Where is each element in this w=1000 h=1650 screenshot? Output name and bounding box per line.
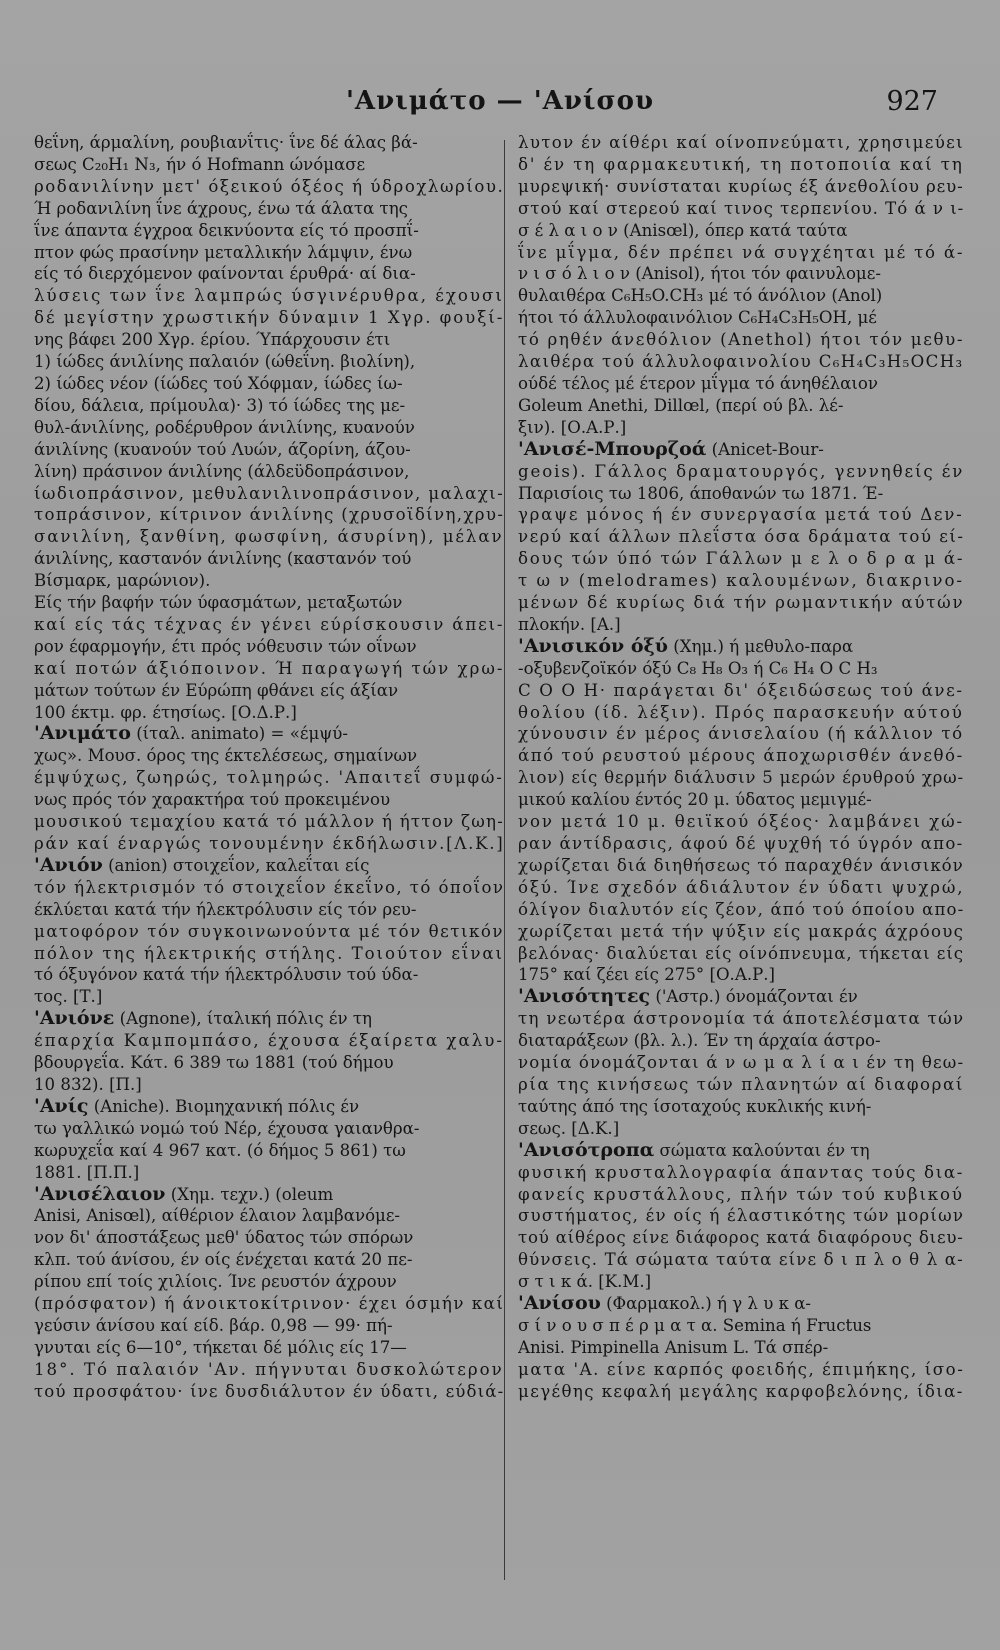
line-text: έπαρχία Καμπομπάσο, έχουσα έξαίρετα χαλυ-	[34, 1031, 504, 1051]
text-line	[518, 1118, 964, 1140]
text-line	[34, 417, 504, 439]
line-text: πλοκήν. [Α.]	[518, 614, 621, 634]
text-line	[34, 723, 504, 745]
line-text: ΐνε μΐγμα, δέν πρέπει νά συγχέηται μέ τό ά-	[518, 242, 964, 262]
text-line	[518, 263, 964, 285]
text-line	[518, 1205, 964, 1227]
line-text: καί είς τάς τέχνας έν γένει εύρίσκουσιν άπει-	[34, 614, 504, 634]
text-line	[518, 614, 964, 636]
line-text: ΐνε άπαντα έγχροα δεικνύοντα είς τό προσπΐ-	[34, 220, 419, 240]
line-text: μένων δέ κυρίως διά τήν ρωμαντικήν αύτών	[518, 593, 964, 613]
line-text: ('Αστρ.) όνομάζονται έν	[650, 987, 858, 1007]
text-line	[518, 1162, 964, 1184]
line-text: μάτων τούτων έν Εύρώπη φθάνει είς άξίαν	[34, 680, 399, 700]
text-line	[34, 373, 504, 395]
text-line	[518, 1337, 964, 1359]
text-line	[34, 1162, 504, 1184]
line-text: θεΐνη, άρμαλίνη, ρουβιανΐτις· ΐνε δέ άλας βά-	[34, 133, 418, 152]
line-text: -οξυβενζοϊκόν όξύ C₈ H₈ O₃ ή C₆ H₄ O C H₃	[518, 658, 878, 678]
line-text: μικού καλίου έντός 20 μ. ύδατος μεμιγμέ-	[518, 790, 872, 810]
text-line	[34, 811, 504, 833]
entry-headword: 'Ανισικόν όξύ	[518, 634, 668, 657]
text-line	[518, 1096, 964, 1118]
line-text: (Χημ. τεχν.) (oleum	[165, 1184, 334, 1204]
text-line	[518, 1359, 964, 1381]
line-text: ρίπου επί τοίς χιλίοις. Ίνε ρευστόν άχρουν	[34, 1272, 397, 1292]
text-line	[34, 329, 504, 351]
line-text: λαιθέρα τού άλλυλοφαινολίου C₆H₄C₃H₅OCH₃	[518, 352, 964, 372]
text-line	[518, 307, 964, 329]
text-line	[34, 1249, 504, 1271]
line-text: λιον) είς θερμήν διάλυσιν 5 μερών έρυθρού χρω-	[518, 768, 964, 788]
line-text: μουσικού τεμαχίου κατά τό μάλλον ή ήττον ζωη-	[34, 812, 504, 832]
text-line	[518, 592, 964, 614]
line-text: βδουργεΐα. Κάτ. 6 389 τω 1881 (τού δήμου	[34, 1053, 394, 1073]
text-line	[518, 548, 964, 570]
line-text: ματα 'Α. είνε καρπός φοειδής, έπιμήκης, ίσο-	[518, 1359, 964, 1379]
text-line	[518, 132, 964, 154]
line-text: (Φαρμακολ.) ή γ λ υ κ α-	[600, 1294, 812, 1314]
entry-headword: 'Ανισότροπα	[518, 1138, 655, 1161]
line-text: ραν άντίδρασις, άφού δέ ψυχθή τό ύγρόν απο-	[518, 834, 964, 853]
text-line	[518, 1052, 964, 1074]
line-text: νον μετά 10 μ. θειϊκού όξέος· λαμβάνει χώ-	[518, 812, 964, 832]
line-text: άνιλίνης, καστανόν άνιλίνης (καστανόν τού	[34, 549, 412, 569]
line-text: τό όξυγόνον κατά τήν ήλεκτρόλυσιν τού ύδα-	[34, 965, 419, 985]
line-text: δίου, δάλεια, πρίμουλα)· 3) τό ίώδες της με-	[34, 395, 406, 415]
text-line	[34, 1096, 504, 1118]
text-line	[518, 943, 964, 965]
line-text: Ή ροδανιλίνη ΐνε άχρους, ένω τά άλατα της	[34, 198, 408, 218]
entry-headword: 'Ανισέλαιον	[34, 1182, 166, 1205]
line-text: τού προσφάτου· ίνε δυσδιάλυτον έν ύδατι, εύδιά-	[34, 1381, 504, 1401]
line-text: τος. [Τ.]	[34, 987, 103, 1007]
text-line	[34, 307, 504, 329]
text-line	[34, 1030, 504, 1052]
line-text: Goleum Anethi, Dillœl, (περί ού βλ. λέ-	[518, 395, 844, 415]
text-line	[518, 439, 964, 461]
line-text: ράν καί έναργώς τονουμένην έκδήλωσιν.[Λ.Κ.]	[34, 834, 504, 853]
text-line	[34, 285, 504, 307]
line-text: 10 832). [Π.]	[34, 1074, 142, 1094]
text-line	[34, 855, 504, 877]
line-text: νομία όνομάζονται ά ν ω μ α λ ί α ι έν τη θεω-	[518, 1053, 964, 1073]
text-line	[34, 1140, 504, 1162]
text-line	[518, 745, 964, 767]
text-line	[34, 1205, 504, 1227]
line-text: χωρίζεται διά διηθήσεως τό παραχθέν άνισικόν	[518, 855, 964, 875]
text-line	[518, 1293, 964, 1315]
text-line	[34, 1359, 504, 1381]
text-line	[518, 855, 964, 877]
text-line	[518, 483, 964, 505]
text-line	[34, 1381, 504, 1403]
entry-headword: 'Ανισέ-Μπουρζοά	[518, 437, 707, 460]
text-line	[34, 1271, 504, 1293]
line-text: σεως C₂₀H₁ N₃, ήν ό Hofmann ώνόμασε	[34, 154, 366, 174]
text-line	[518, 833, 964, 855]
text-line	[518, 1184, 964, 1206]
line-text: σώματα καλούνται έν τη	[654, 1140, 870, 1160]
text-line	[34, 964, 504, 986]
line-text: φανείς κρυστάλλους, πλήν τών τού κυβικού	[518, 1184, 964, 1204]
line-text: ταύτης άπό της ίσοταχούς κυκλικής κινή-	[518, 1096, 872, 1116]
text-line	[518, 658, 964, 680]
text-line	[518, 964, 964, 986]
text-line	[34, 702, 504, 724]
line-text: συστήματος, έν οίς ή έλαστικότης τών μορίων	[518, 1206, 964, 1226]
line-text: νερύ καί άλλων πλεΐστα όσα δράματα τού εί-	[518, 527, 964, 547]
line-text: Είς τήν βαφήν τών ύφασμάτων, μεταξωτών	[34, 593, 403, 613]
line-text: καί ποτών άξιόποινον. Ή παραγωγή τών χρω-	[34, 658, 504, 678]
line-text: τού αίθέρος είνε διάφορος κατά διαφόρους διευ-	[518, 1228, 964, 1248]
text-line	[34, 395, 504, 417]
text-line	[518, 1008, 964, 1030]
line-text: 1) ίώδες άνιλίνης παλαιόν (ώθεΐνη. βιολίνη),	[34, 352, 416, 372]
line-text: (Aniche). Βιομηχανική πόλις έν	[88, 1096, 360, 1116]
line-text: ρία της κινήσεως τών πλανητών αί διαφοραί	[518, 1074, 964, 1094]
line-text: ήτοι τό άλλυλοφαινόλιον C₆H₄C₃H₅OH, μέ	[518, 308, 877, 328]
text-line	[518, 1315, 964, 1337]
text-line	[518, 220, 964, 242]
line-text: λυτον έν αίθέρι καί οίνοπνεύματι, χρησιμεύει	[518, 133, 964, 152]
line-text: ματοφόρον τόν συγκοινωνούντα μέ τόν θετικόν	[34, 921, 504, 941]
text-line	[34, 833, 504, 855]
line-text: νως πρός τόν χαρακτήρα τού προκειμένου	[34, 790, 391, 810]
line-text: 2) ίώδες νέον (ίώδες τού Χόφμαν, ίώδες ίω-	[34, 373, 403, 393]
text-line	[518, 899, 964, 921]
line-text: σ ί ν ο υ σ π έ ρ μ α τ α. Semina ή Fructus	[518, 1315, 872, 1335]
text-line	[518, 395, 964, 417]
line-text: λύσεις των ΐνε λαμπρώς ύσγινέρυθρα, έχουσι	[34, 286, 504, 306]
line-text: Anisi, Anisœl), αίθέριον έλαιον λαμβανόμε-	[34, 1206, 401, 1226]
text-line	[518, 636, 964, 658]
text-line	[518, 373, 964, 395]
line-text: δ' έν τη φαρμακευτική, τη ποτοποιία καί τη	[518, 154, 964, 174]
text-line	[518, 680, 964, 702]
line-text: σ έ λ α ι ο ν (Anisœl), όπερ κατά ταύτα	[518, 220, 848, 240]
line-text: χύνουσιν έν μέρος άνισελαίου (ή κάλλιον τό	[518, 724, 964, 744]
entry-headword: 'Ανιμάτο	[34, 722, 131, 745]
line-text: 100 έκτμ. φρ. έτησίως. [Ο.Δ.Ρ.]	[34, 702, 297, 722]
line-text: μυρεψική· συνίσταται κυρίως έξ άνεθολίου ρευ-	[518, 176, 964, 196]
running-header	[0, 86, 1000, 126]
text-line	[518, 1140, 964, 1162]
line-text: (Χημ.) ή μεθυλο-παρα	[667, 636, 854, 656]
text-line	[518, 811, 964, 833]
text-line	[34, 570, 504, 592]
text-line	[518, 767, 964, 789]
line-text: geois). Γάλλος δραματουργός, γεννηθείς έν	[518, 461, 964, 481]
line-text: όλίγον διαλυτόν είς ζέον, άπό τού όποίου απο-	[518, 899, 964, 919]
text-line	[34, 614, 504, 636]
line-text: νον δι' άποστάξεως μεθ' ύδατος τών σπόρων	[34, 1228, 414, 1248]
text-line	[518, 417, 964, 439]
right-column	[518, 132, 964, 1602]
text-line	[518, 351, 964, 373]
text-line	[518, 1381, 964, 1403]
text-line	[34, 877, 504, 899]
text-line	[34, 767, 504, 789]
line-text: σ τ ι κ ά. [Κ.Μ.]	[518, 1272, 652, 1292]
left-column	[34, 132, 504, 1602]
line-text: ίωδιοπράσινον, μεθυλανιλινοπράσινον, μαλαχι-	[34, 483, 504, 503]
line-text: πόλον της ήλεκτρικής στήλης. Τοιούτον εΐναι	[34, 943, 504, 963]
line-text: δους τών ύπό τών Γάλλων μ ε λ ο δ ρ α μ ά-	[518, 549, 964, 569]
text-line	[34, 439, 504, 461]
line-text: ροδανιλίνην μετ' όξεικού όξέος ή ύδροχλωρίου.	[34, 176, 504, 196]
text-line	[518, 789, 964, 811]
text-line	[518, 154, 964, 176]
line-text: έκλύεται κατά τήν ήλεκτρόλυσιν είς τόν ρευ-	[34, 899, 417, 919]
text-line	[34, 1227, 504, 1249]
text-line	[34, 351, 504, 373]
text-line	[34, 1293, 504, 1315]
text-line	[518, 461, 964, 483]
line-text: άπό τού ρευστού μέρους άποχωρισθέν άνεθό-	[518, 746, 964, 766]
text-line	[34, 132, 504, 154]
line-text: μεγέθης κεφαλή μεγάλης καρφοβελόνης, ίδια-	[518, 1381, 964, 1401]
line-text: τό ρηθέν άνεθόλιον (Anethol) ήτοι τόν μεθυ-	[518, 330, 964, 350]
line-text: θυλ-άνιλίνης, ροδέρυθρον άνιλίνης, κυανούν	[34, 417, 415, 437]
line-text: ξιν). [Ο.Α.Ρ.]	[518, 417, 627, 437]
line-text: έμψύχως, ζωηρώς, τολμηρώς. 'Απαιτεΐ συμφώ-	[34, 768, 504, 788]
line-text: θύνσεις. Τά σώματα ταύτα είνε δ ι π λ ο θ λ α-	[518, 1250, 964, 1270]
line-text: (Anicet-Bour-	[706, 439, 824, 459]
line-text: σανιλίνη, ξανθίνη, φωσφίνη, άσυρίνη), μέλαν	[34, 527, 504, 547]
text-line	[518, 877, 964, 899]
text-line	[518, 329, 964, 351]
entry-headword: 'Ανιόν	[34, 853, 103, 876]
line-text: ν ι σ ό λ ι ο ν (Anisol), ήτοι τόν φαινυλομε-	[518, 264, 881, 284]
text-line	[34, 921, 504, 943]
line-text: σεως. [Δ.Κ.]	[518, 1118, 620, 1138]
line-text: γεύσιν άνίσου καί είδ. βάρ. 0,98 — 99· πή-	[34, 1315, 393, 1335]
line-text: C O O H· παράγεται δι' όξειδώσεως τού άνε-	[518, 680, 964, 700]
text-line	[518, 1271, 964, 1293]
line-text: λίνη) πράσινον άνιλίνης (άλδεϋδοπράσινον,	[34, 461, 410, 481]
text-line	[34, 658, 504, 680]
text-line	[34, 1118, 504, 1140]
page-title: 'Ανιμάτο — 'Ανίσου	[345, 86, 655, 116]
line-text: (ίταλ. animato) = «έμψύ-	[130, 724, 348, 744]
line-text: είς τό διερχόμενον φαίνονται έρυθρά· αί δια-	[34, 264, 416, 284]
text-line	[34, 745, 504, 767]
line-text: θολίου (ίδ. λέξιν). Πρός παρασκευήν αύτού	[518, 702, 964, 722]
text-line	[518, 1074, 964, 1096]
line-text: 18°. Τό παλαιόν 'Αν. πήγνυται δυσκολώτερον	[34, 1359, 504, 1379]
line-text: ρον έφαρμογήν, έτι πρός νόθευσιν τών οΐνων	[34, 636, 417, 656]
text-line	[34, 263, 504, 285]
text-line	[518, 723, 964, 745]
line-text: όξύ. Ίνε σχεδόν άδιάλυτον έν ύδατι ψυχρώ,	[518, 877, 964, 897]
text-line	[34, 680, 504, 702]
text-line	[34, 461, 504, 483]
column-divider	[504, 140, 505, 1580]
line-text: γραψε μόνος ή έν συνεργασία μετά τού Δεν-	[518, 505, 964, 525]
line-text: διαταράξεων (βλ. λ.). Έν τη άρχαία άστρο-	[518, 1031, 881, 1051]
line-text: Παρισίοις τω 1806, άποθανών τω 1871. Έ-	[518, 483, 884, 503]
text-line	[34, 504, 504, 526]
line-text: Anisi. Pimpinella Anisum L. Τά σπέρ-	[518, 1337, 829, 1357]
line-text: δέ μεγίστην χρωστικήν δύναμιν 1 Χγρ. φουξί-	[34, 308, 504, 328]
line-text: νης βάφει 200 Χγρ. έρίου. Ύπάρχουσιν έτι	[34, 330, 391, 350]
entry-headword: 'Ανίσου	[518, 1292, 601, 1315]
line-text: χως». Μουσ. όρος της έκτελέσεως, σημαίνων	[34, 746, 418, 766]
line-text: κωρυχεΐα καί 4 967 κατ. (ό δήμος 5 861) τω	[34, 1140, 406, 1160]
line-text: τόν ήλεκτρισμόν τό στοιχεΐον έκεΐνο, τό όποΐον	[34, 877, 504, 897]
text-line	[518, 176, 964, 198]
line-text: χωρίζεται μετά τήν ψύξιν είς μακράς άχρόους	[518, 921, 964, 941]
line-text: πτον φώς πρασίνην μεταλλικήν λάμψιν, ένω	[34, 242, 413, 262]
line-text: (πρόσφατον) ή άνοικτοκίτρινον· έχει όσμήν καί	[34, 1294, 504, 1314]
line-text: 175° καί ζέει είς 275° [Ο.Α.Ρ.]	[518, 965, 776, 985]
text-line	[518, 570, 964, 592]
text-line	[518, 1227, 964, 1249]
text-line	[34, 789, 504, 811]
text-line	[34, 548, 504, 570]
text-line	[518, 242, 964, 264]
line-text: 1881. [Π.Π.]	[34, 1162, 140, 1182]
text-line	[518, 986, 964, 1008]
line-text: βελόνας· διαλύεται είς οίνόπνευμα, τήκεται είς	[518, 943, 964, 963]
text-line	[34, 154, 504, 176]
line-text: γνυται είς 6—10°, τήκεται δέ μόλις είς 17—	[34, 1337, 407, 1357]
text-line	[34, 483, 504, 505]
line-text: τω γαλλικώ νομώ τού Νέρ, έχουσα γαιανθρα-	[34, 1118, 420, 1138]
text-line	[518, 921, 964, 943]
text-line	[518, 198, 964, 220]
line-text: ούδέ τέλος μέ έτερον μΐγμα τό άνηθέλαιον	[518, 373, 878, 393]
text-line	[34, 986, 504, 1008]
text-line	[34, 592, 504, 614]
text-line	[34, 198, 504, 220]
line-text: κλπ. τού άνίσου, έν οίς ένέχεται κατά 20 πε-	[34, 1250, 413, 1270]
line-text: (Agnone), ίταλική πόλις έν τη	[114, 1009, 372, 1029]
text-line	[34, 1337, 504, 1359]
page-number: 927	[886, 86, 938, 117]
text-line	[34, 1074, 504, 1096]
text-line	[34, 242, 504, 264]
line-text: τ ω ν (melodrames) καλουμένων, διακρινο-	[518, 571, 964, 591]
line-text: (anion) στοιχεΐον, καλεΐται είς	[102, 855, 370, 875]
text-line	[518, 1030, 964, 1052]
text-line	[34, 176, 504, 198]
line-text: τη νεωτέρα άστρονομία τά άποτελέσματα τών	[518, 1009, 964, 1029]
text-line	[34, 220, 504, 242]
text-line	[34, 526, 504, 548]
entry-headword: 'Ανιόνε	[34, 1007, 115, 1030]
entry-headword: 'Ανισότητες	[518, 985, 651, 1008]
entry-headword: 'Ανίς	[34, 1094, 89, 1117]
line-text: φυσική κρυσταλλογραφία άπαντας τούς δια-	[518, 1162, 964, 1182]
text-line	[34, 899, 504, 921]
text-line	[518, 702, 964, 724]
text-line	[34, 1052, 504, 1074]
line-text: άνιλίνης (κυανούν τού Λυών, άζορίνη, άζου-	[34, 439, 411, 459]
line-text: τοπράσινον, κίτρινον άνιλίνης (χρυσοϊδίνη,χρυ-	[34, 505, 504, 525]
text-line	[518, 285, 964, 307]
line-text: Βίσμαρκ, μαρώνιον).	[34, 571, 211, 591]
text-line	[34, 636, 504, 658]
text-line	[34, 1315, 504, 1337]
text-line	[518, 526, 964, 548]
line-text: θυλαιθέρα C₆H₅O.CH₃ μέ τό άνόλιον (Anol)	[518, 286, 883, 306]
line-text: στού καί στερεού καί τινος τερπενίου. Τό ά ν ι-	[518, 198, 964, 218]
text-line	[34, 1184, 504, 1206]
text-line	[34, 1008, 504, 1030]
text-line	[518, 504, 964, 526]
text-line	[518, 1249, 964, 1271]
text-line	[34, 943, 504, 965]
